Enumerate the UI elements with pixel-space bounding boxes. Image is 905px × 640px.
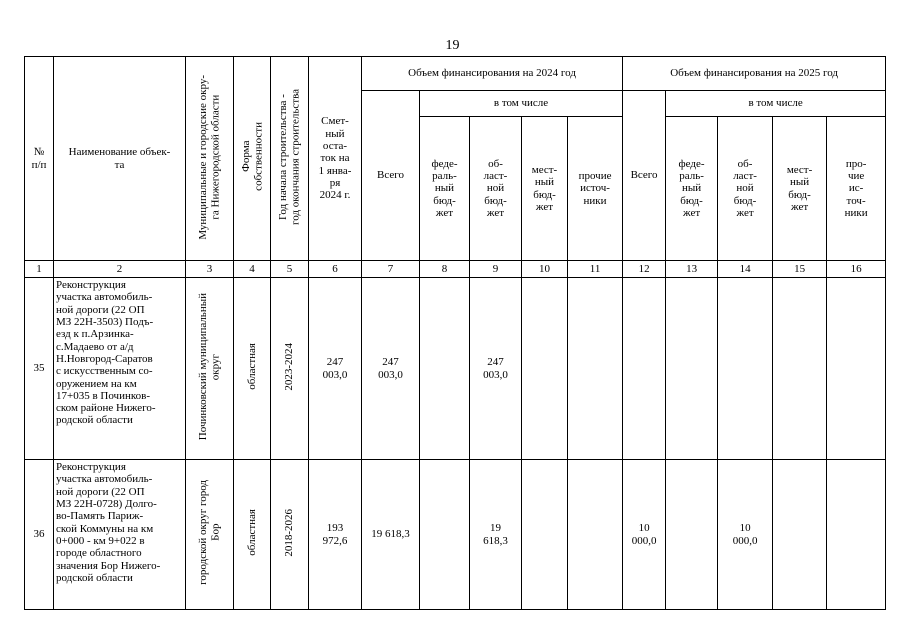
years-cell bbox=[271, 460, 309, 610]
ownership: областная bbox=[245, 343, 258, 391]
local-2025 bbox=[773, 460, 827, 610]
other-2025 bbox=[827, 278, 886, 460]
header-federal-2025: феде- раль- ный бюд- жет bbox=[666, 117, 718, 261]
header-total-2024: Всего bbox=[362, 91, 420, 261]
other-2024 bbox=[568, 278, 623, 460]
header-other-2025: про- чие ис- точ- ники bbox=[827, 117, 886, 261]
other-2025 bbox=[827, 460, 886, 610]
header-total-2025: Всего bbox=[623, 91, 666, 261]
years: 2023-2024 bbox=[283, 343, 296, 391]
total-2024: 247 003,0 bbox=[362, 278, 420, 460]
header-fin-2024: Объем финансирования на 2024 год bbox=[362, 57, 623, 91]
federal-2025 bbox=[666, 278, 718, 460]
header-local-2025: мест- ный бюд- жет bbox=[773, 117, 827, 261]
header-years-cell bbox=[271, 57, 309, 261]
header-fin-2025: Объем финансирования на 2025 год bbox=[623, 57, 886, 91]
regional-2025 bbox=[718, 278, 773, 460]
header-including-2024: в том числе bbox=[420, 91, 623, 117]
regional-2024: 19 618,3 bbox=[470, 460, 522, 610]
column-number: 15 bbox=[773, 261, 827, 278]
financing-table bbox=[24, 56, 886, 610]
estimated-remainder: 247 003,0 bbox=[309, 278, 362, 460]
total-2025 bbox=[623, 278, 666, 460]
column-number: 6 bbox=[309, 261, 362, 278]
header-remainder: Смет- ный оста- ток на 1 янва- ря 2024 г. bbox=[309, 57, 362, 261]
page-number: 19 bbox=[445, 38, 460, 53]
column-number: 13 bbox=[666, 261, 718, 278]
column-number: 7 bbox=[362, 261, 420, 278]
header-ownership: Форма собственности bbox=[239, 122, 264, 192]
years: 2018-2026 bbox=[283, 509, 296, 557]
other-2024 bbox=[568, 460, 623, 610]
column-number: 3 bbox=[186, 261, 234, 278]
total-2025: 10 000,0 bbox=[623, 460, 666, 610]
header-name: Наименование объек- та bbox=[54, 57, 186, 261]
column-number: 16 bbox=[827, 261, 886, 278]
column-number: 9 bbox=[470, 261, 522, 278]
header-ownership-cell bbox=[234, 57, 271, 261]
municipality: Починковский муниципальный округ bbox=[197, 293, 222, 441]
years-cell bbox=[271, 278, 309, 460]
row-num: 36 bbox=[25, 460, 54, 610]
header-regional-2024: об- ласт- ной бюд- жет bbox=[470, 117, 522, 261]
estimated-remainder: 193 972,6 bbox=[309, 460, 362, 610]
local-2024 bbox=[522, 460, 568, 610]
column-number: 10 bbox=[522, 261, 568, 278]
header-num: № п/п bbox=[25, 57, 54, 261]
header-municipality-cell bbox=[186, 57, 234, 261]
header-local-2024: мест- ный бюд- жет bbox=[522, 117, 568, 261]
header-other-2024: прочие источ- ники bbox=[568, 117, 623, 261]
object-name: Реконструкция участка автомобиль- ной дороги (22 ОП МЗ 22Н-0728) Долго- во-Память Париж- ской Коммуны на км 0+000 - км 9+022 в городе областного значения Бор Нижего- родской области bbox=[54, 460, 186, 610]
federal-2024 bbox=[420, 278, 470, 460]
regional-2025: 10 000,0 bbox=[718, 460, 773, 610]
column-number: 8 bbox=[420, 261, 470, 278]
ownership: областная bbox=[245, 509, 258, 557]
local-2025 bbox=[773, 278, 827, 460]
header-row-1 bbox=[25, 57, 886, 91]
federal-2025 bbox=[666, 460, 718, 610]
column-number: 14 bbox=[718, 261, 773, 278]
column-number: 4 bbox=[234, 261, 271, 278]
column-number: 5 bbox=[271, 261, 309, 278]
regional-2024: 247 003,0 bbox=[470, 278, 522, 460]
column-number: 11 bbox=[568, 261, 623, 278]
local-2024 bbox=[522, 278, 568, 460]
total-2024: 19 618,3 bbox=[362, 460, 420, 610]
header-regional-2025: об- ласт- ной бюд- жет bbox=[718, 117, 773, 261]
table-row bbox=[25, 278, 886, 460]
column-number: 12 bbox=[623, 261, 666, 278]
municipality-cell bbox=[186, 278, 234, 460]
federal-2024 bbox=[420, 460, 470, 610]
ownership-cell bbox=[234, 460, 271, 610]
table-row bbox=[25, 460, 886, 610]
header-years: Год начала строительства - год окончания строительства bbox=[277, 88, 302, 225]
header-municipality: Муниципальные и городские окру- га Нижегородской области bbox=[197, 74, 222, 240]
object-name: Реконструкция участка автомобиль- ной дороги (22 ОП МЗ 22Н-3503) Подъ- езд к п.Арзинка- с.Мадаево от а/д Н.Новгород-Саратов с искусственным со- оружением на км 17+035 в Починков- ском районе Нижего- родской области bbox=[54, 278, 186, 460]
header-including-2025: в том числе bbox=[666, 91, 886, 117]
ownership-cell bbox=[234, 278, 271, 460]
column-number: 2 bbox=[54, 261, 186, 278]
municipality: городской округ город Бор bbox=[197, 480, 222, 586]
row-num: 35 bbox=[25, 278, 54, 460]
header-federal-2024: феде- раль- ный бюд- жет bbox=[420, 117, 470, 261]
column-number: 1 bbox=[25, 261, 54, 278]
column-number-row bbox=[25, 261, 886, 278]
municipality-cell bbox=[186, 460, 234, 610]
